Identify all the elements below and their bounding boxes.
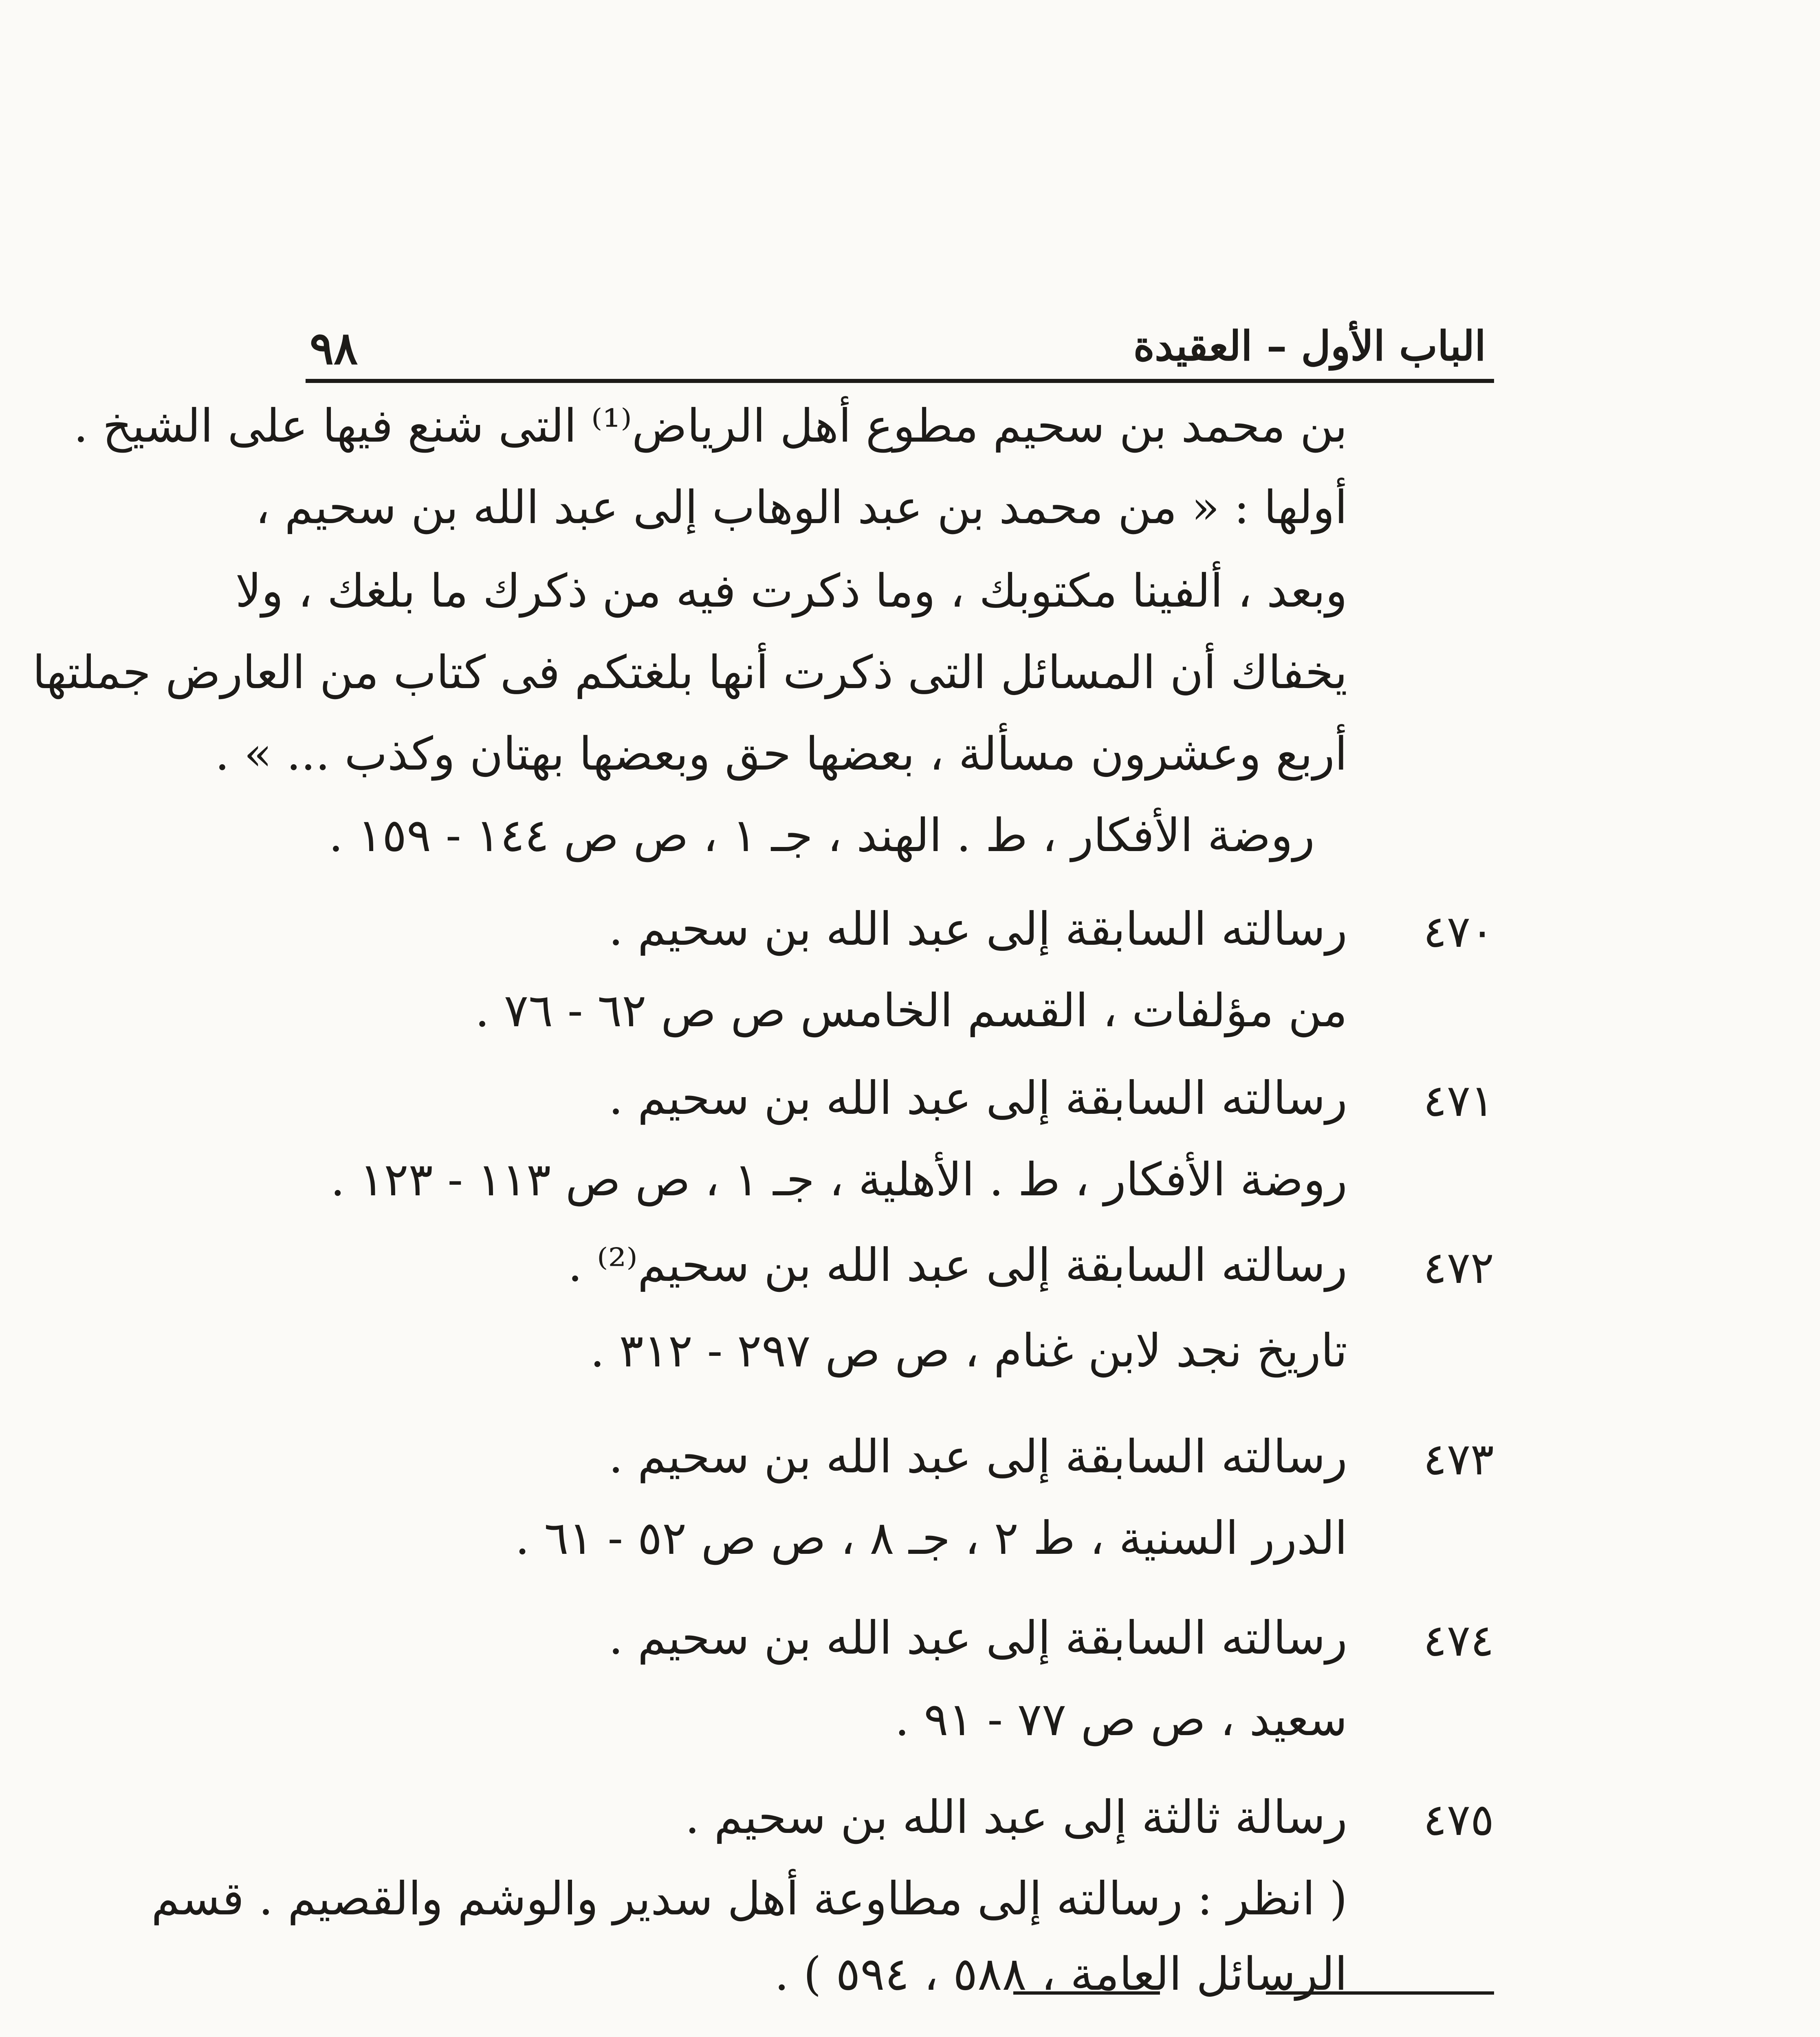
entry-number: ٤٧٥ [1423, 1795, 1494, 1846]
intro-source: روضة الأفكار ، ط . الهند ، جـ ١ ، ص ص ١٤٤ - ١٥٩ . [328, 809, 1315, 862]
entry-source-line: الرسائل العامة ، ٥٨٨ ، ٥٩٤ ) . [774, 1948, 1347, 2001]
entry-number: ٤٧٠ [1423, 906, 1494, 957]
entry-source: الدرر السنية ، ط ٢ ، جـ ٨ ، ص ص ٥٢ - ٦١ . [515, 1512, 1347, 1565]
entry-number: ٤٧٤ [1423, 1615, 1494, 1666]
footnote-rule [1013, 1991, 1160, 1995]
entry-number: ٤٧٢ [1423, 1243, 1494, 1293]
entry-source: سعيد ، ص ص ٧٧ - ٩١ . [895, 1693, 1347, 1746]
entry-number: ٤٧٣ [1423, 1434, 1494, 1485]
entry-number: ٤٧١ [1423, 1076, 1494, 1126]
entry-source: روضة الأفكار ، ط . الأهلية ، جـ ١ ، ص ص ١١٣ - ١٢٣ . [330, 1153, 1347, 1206]
entry-title: رسالته السابقة إلى عبد الله بن سحيم . [608, 1612, 1347, 1665]
entry-title: رسالته السابقة إلى عبد الله بن سحيم . [608, 1072, 1347, 1125]
intro-line: وبعد ، ألفينا مكتوبك ، وما ذكرت فيه من ذكرك ما بلغك ، ولا [235, 565, 1347, 618]
entry-title: رسالته السابقة إلى عبد الله بن سحيم⁽²⁾ . [568, 1239, 1347, 1292]
entry-source: تاريخ نجد لابن غنام ، ص ص ٢٩٧ - ٣١٢ . [590, 1324, 1347, 1377]
intro-line: أولها : « من محمد بن عبد الوهاب إلى عبد الله بن سحيم ، [255, 481, 1347, 534]
running-title: الباب الأول – العقيدة [1133, 322, 1486, 370]
entry-title: رسالة ثالثة إلى عبد الله بن سحيم . [685, 1791, 1347, 1844]
intro-line: أربع وعشرون مسألة ، بعضها حق وبعضها بهتان وكذب ... » . [215, 728, 1347, 781]
entry-title: رسالته السابقة إلى عبد الله بن سحيم . [608, 903, 1347, 956]
page-header [310, 322, 1486, 379]
intro-line: يخفاك أن المسائل التى ذكرت أنها بلغتكم فى كتاب من العارض جملتها [32, 646, 1347, 699]
footnote-rule [1266, 1991, 1494, 1995]
header-rule [306, 379, 1494, 383]
entry-title: رسالته السابقة إلى عبد الله بن سحيم . [608, 1430, 1347, 1483]
entry-source: من مؤلفات ، القسم الخامس ص ص ٦٢ - ٧٦ . [475, 984, 1347, 1037]
intro-line: بن محمد بن سحيم مطوع أهل الرياض⁽¹⁾ التى شنع فيها على الشيخ . [73, 400, 1347, 453]
page-number: ٩٨ [310, 322, 358, 374]
entry-source-line: ( انظر : رسالته إلى مطاوعة أهل سدير والوشم والقصيم . قسم [151, 1872, 1347, 1925]
